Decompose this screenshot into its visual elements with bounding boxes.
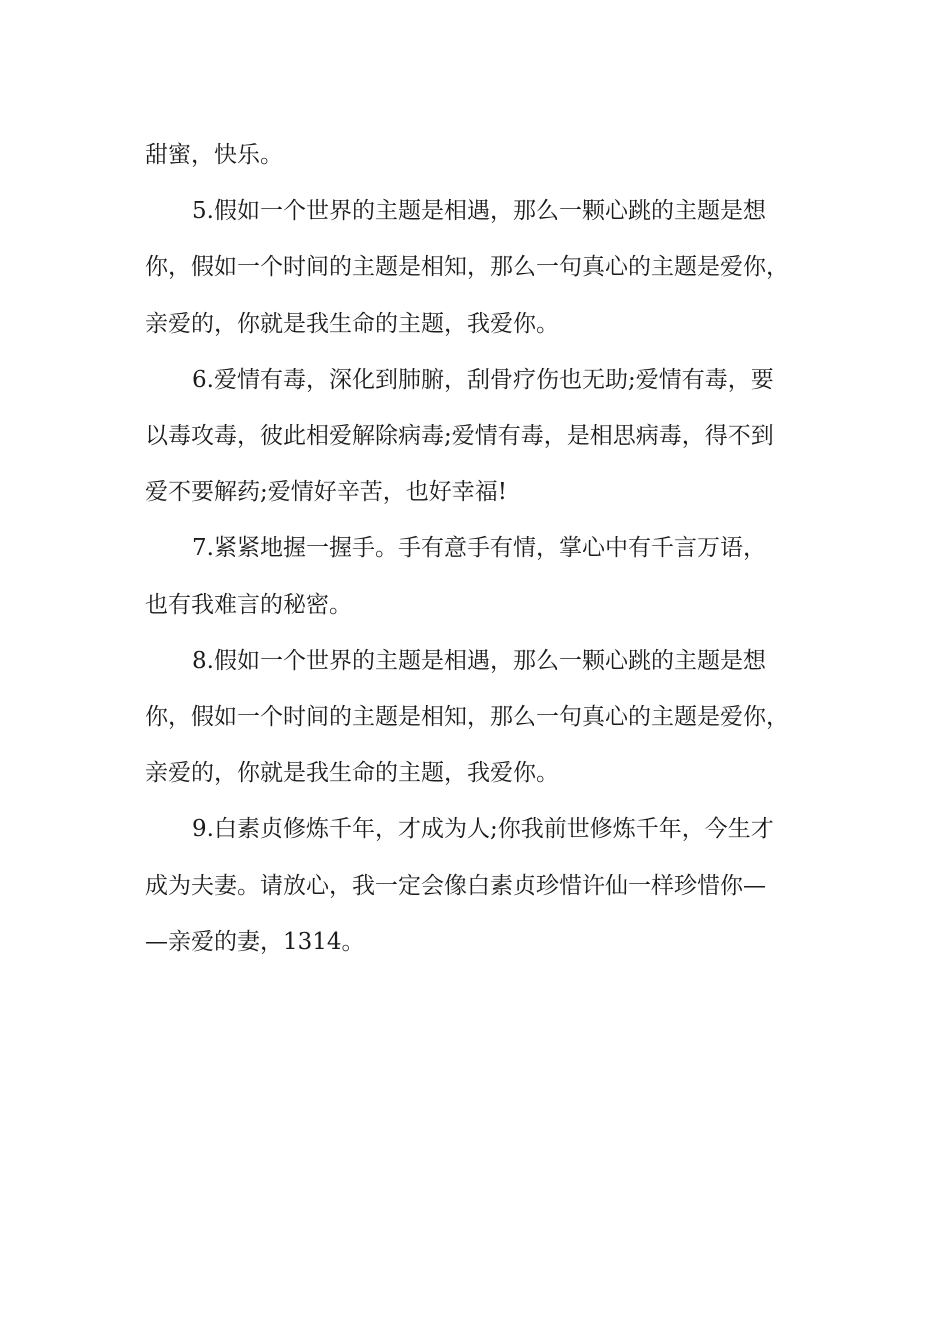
text-line: 你，假如一个时间的主题是相知，那么一句真心的主题是爱你， [145, 704, 789, 731]
text-line: 成为夫妻。请放心，我一定会像白素贞珍惜许仙一样珍惜你— [145, 872, 766, 899]
text-line: 亲爱的，你就是我生命的主题，我爱你。 [145, 760, 559, 787]
text-line: 6.爱情有毒，深化到肺腑，刮骨疗伤也无助;爱情有毒，要 [192, 366, 774, 393]
text-line: 7.紧紧地握一握手。手有意手有情，掌心中有千言万语， [192, 535, 766, 562]
text-line: —亲爱的妻，1314。 [145, 928, 365, 955]
text-line: 8.假如一个世界的主题是相遇，那么一颗心跳的主题是想 [192, 647, 766, 674]
text-line: 亲爱的，你就是我生命的主题，我爱你。 [145, 310, 559, 337]
text-line: 也有我难言的秘密。 [145, 591, 352, 618]
document-body [145, 127, 825, 970]
text-line: 你，假如一个时间的主题是相知，那么一句真心的主题是爱你， [145, 254, 789, 281]
text-line: 5.假如一个世界的主题是相遇，那么一颗心跳的主题是想 [192, 198, 766, 225]
text-line: 以毒攻毒，彼此相爱解除病毒;爱情有毒，是相思病毒，得不到 [145, 423, 774, 450]
text-line: 9.白素贞修炼千年，才成为人;你我前世修炼千年，今生才 [192, 816, 774, 843]
text-line: 爱不要解药;爱情好辛苦，也好幸福! [145, 479, 507, 506]
text-line: 甜蜜，快乐。 [145, 142, 283, 168]
